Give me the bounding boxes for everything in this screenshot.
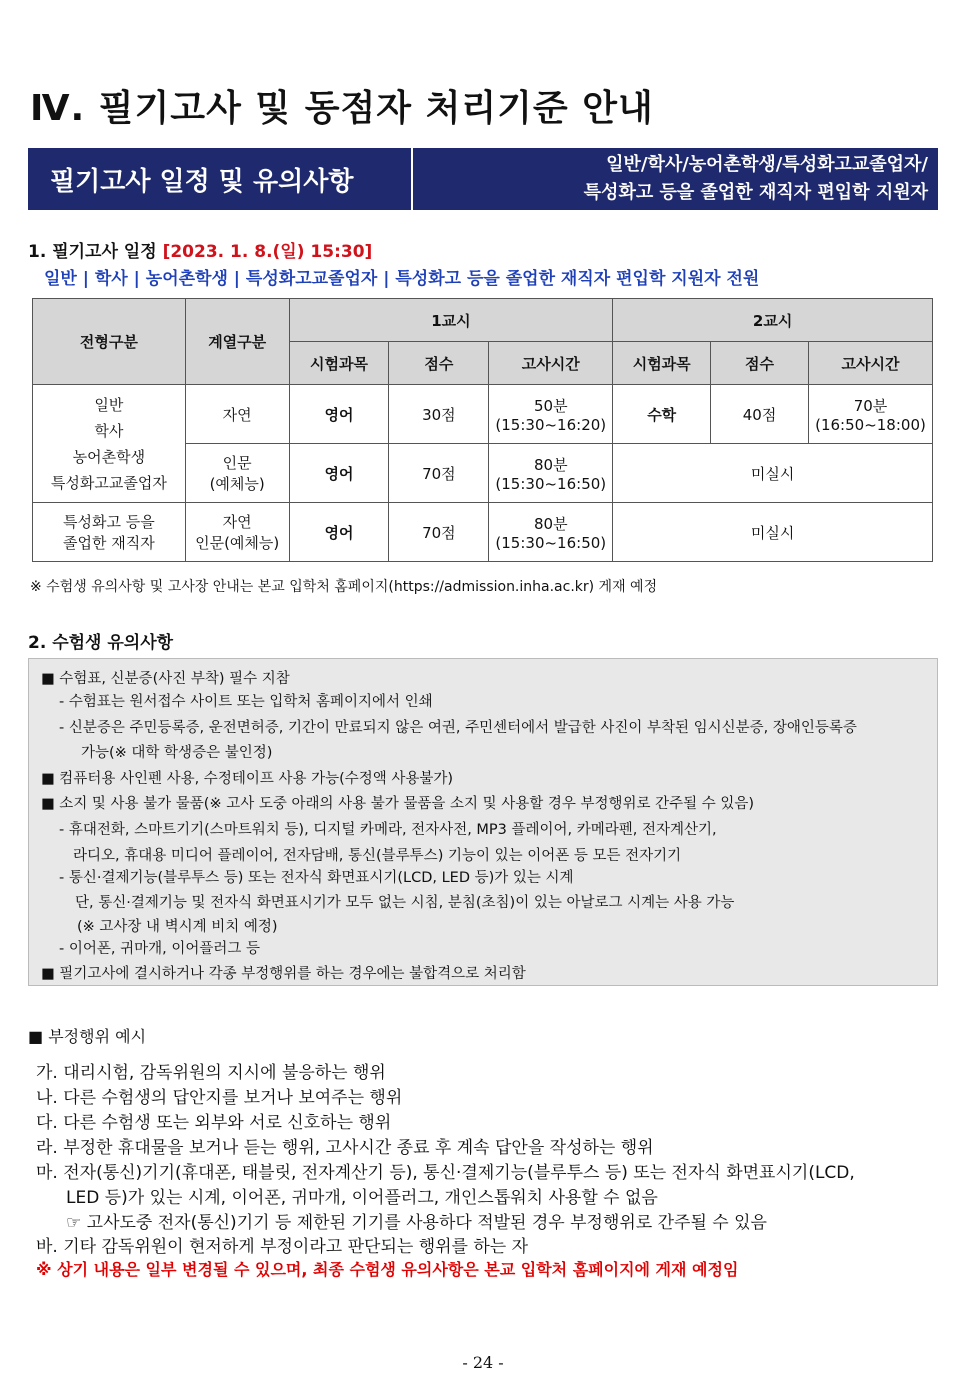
type-line: 특성화고 등을 (63, 513, 155, 531)
row2-time1 (489, 444, 613, 503)
time-range: (16:50~18:00) (815, 415, 926, 434)
header-time1: 고사시간 (489, 342, 613, 385)
type-line: 특성화고교졸업자 (50, 473, 167, 492)
misconduct-item: 바. 기타 감독위원이 현저하게 부정이라고 판단되는 행위를 하는 자 (36, 1237, 529, 1257)
row1-time2 (808, 385, 932, 444)
misconduct-heading: ■ 부정행위 예시 (28, 1027, 147, 1046)
section1-subtitle: 일반 | 학사 | 농어촌학생 | 특성화고교졸업자 | 특성화고 등을 졸업한 재직자 편입학 지원자 전원 (44, 269, 760, 289)
time-range: (15:30~16:20) (495, 415, 607, 434)
misconduct-item: 라. 부정한 휴대물을 보거나 듣는 행위, 고사시간 종료 후 계속 답안을 작성하는 행위 (36, 1138, 654, 1158)
header-score2: 점수 (711, 342, 809, 385)
exam-schedule-table (32, 298, 933, 562)
row3-time1 (489, 503, 613, 562)
precaution-line: (※ 고사장 내 벽시계 비치 예정) (77, 919, 278, 935)
field-line: 인문(예체능) (195, 534, 280, 552)
precaution-line: 단, 통신·결제기능 및 전자식 화면표시기가 모두 없는 시침, 분침(초침)이 있는 아날로그 시계는 사용 가능 (75, 895, 735, 911)
precaution-line: 라디오, 휴대용 미디어 플레이어, 전자담배, 통신(블루투스) 기능이 있는 이어폰 등 모든 전자기기 (73, 848, 682, 864)
type-line: 농어촌학생 (72, 447, 146, 466)
misconduct-item: LED 등)가 있는 시계, 이어폰, 귀마개, 이어플러그, 개인스톱워치 사용할 수 없음 (66, 1188, 658, 1208)
time-range: (15:30~16:50) (495, 474, 607, 493)
row1-type (33, 385, 186, 503)
precaution-line: - 수험표는 원서접수 사이트 또는 입학처 홈페이지에서 인쇄 (59, 694, 433, 710)
row2-field (185, 444, 289, 503)
section-banner (28, 148, 938, 210)
banner-title: 필기고사 일정 및 유의사항 (28, 148, 413, 210)
precautions-box (28, 658, 938, 986)
header-period2: 2교시 (613, 299, 933, 342)
misconduct-item: 나. 다른 수험생의 답안지를 보거나 보여주는 행위 (36, 1088, 403, 1108)
header-period1: 1교시 (289, 299, 613, 342)
row3-type (33, 503, 186, 562)
row3-period2-none: 미실시 (613, 503, 933, 562)
field-line: 인문 (222, 454, 252, 472)
section1-heading (28, 237, 372, 262)
row3-subject1: 영어 (289, 503, 389, 562)
header-type: 전형구분 (33, 299, 186, 385)
misconduct-item: 다. 다른 수험생 또는 외부와 서로 신호하는 행위 (36, 1113, 392, 1133)
header-time2: 고사시간 (808, 342, 932, 385)
page-title: Ⅳ. 필기고사 및 동점자 처리기준 안내 (30, 88, 654, 129)
precaution-line: - 신분증은 주민등록증, 운전면허증, 기간이 만료되지 않은 여권, 주민센터에서 발급한 사진이 부착된 임시신분증, 장애인등록증 (59, 720, 857, 736)
header-subject2: 시험과목 (613, 342, 711, 385)
misconduct-item: 가. 대리시험, 감독위원의 지시에 불응하는 행위 (36, 1063, 386, 1083)
row1-score2: 40점 (711, 385, 809, 444)
row1-field: 자연 (185, 385, 289, 444)
banner-target (413, 148, 938, 210)
homepage-note: ※ 수험생 유의사항 및 고사장 안내는 본교 입학처 홈페이지(https://admission.inha.ac.kr) 게재 예정 (30, 579, 658, 595)
row2-period2-none: 미실시 (613, 444, 933, 503)
banner-target-line2: 특성화고 등을 졸업한 재직자 편입학 지원자 (583, 182, 928, 203)
misconduct-item: 마. 전자(통신)기기(휴대폰, 태블릿, 전자계산기 등), 통신·결제기능(블루투스 등) 또는 전자식 화면표시기(LCD, (36, 1163, 855, 1183)
section1-title: 1. 필기고사 일정 (28, 242, 157, 262)
precaution-line: ■ 컴퓨터용 사인펜 사용, 수정테이프 사용 가능(수정액 사용불가) (41, 771, 454, 787)
field-line: 자연 (222, 513, 252, 531)
row3-field (185, 503, 289, 562)
time-range: (15:30~16:50) (495, 533, 607, 552)
type-line: 학사 (94, 421, 124, 440)
header-field: 계열구분 (185, 299, 289, 385)
row1-score1: 30점 (389, 385, 489, 444)
section2-title: 2. 수험생 유의사항 (28, 633, 174, 653)
misconduct-item: ☞ 고사도중 전자(통신)기기 등 제한된 기기를 사용하다 적발된 경우 부정행위로 간주될 수 있음 (66, 1213, 767, 1233)
header-subject1: 시험과목 (289, 342, 389, 385)
time-duration: 80분 (533, 514, 568, 533)
time-duration: 70분 (853, 396, 888, 415)
banner-target-line1: 일반/학사/농어촌학생/특성화고교졸업자/ (606, 154, 928, 175)
precaution-line: - 휴대전화, 스마트기기(스마트워치 등), 디지털 카메라, 전자사전, MP3 플레이어, 카메라펜, 전자계산기, (59, 822, 717, 838)
type-line: 일반 (94, 395, 124, 414)
row1-subject1: 영어 (289, 385, 389, 444)
precaution-line: 가능(※ 대학 학생증은 불인정) (81, 745, 273, 761)
row3-score1: 70점 (389, 503, 489, 562)
time-duration: 50분 (533, 396, 568, 415)
precaution-line: - 통신·결제기능(블루투스 등) 또는 전자식 화면표시기(LCD, LED 등)가 있는 시계 (59, 870, 574, 886)
change-notice: ※ 상기 내용은 일부 변경될 수 있으며, 최종 수험생 유의사항은 본교 입학처 홈페이지에 게재 예정임 (36, 1260, 739, 1279)
field-line: (예체능) (209, 475, 265, 493)
precaution-line: ■ 소지 및 사용 불가 물품(※ 고사 도중 아래의 사용 불가 물품을 소지 및 사용할 경우 부정행위로 간주될 수 있음) (41, 796, 755, 812)
row2-score1: 70점 (389, 444, 489, 503)
row1-subject2: 수학 (613, 385, 711, 444)
precaution-line: - 이어폰, 귀마개, 이어플러그 등 (59, 941, 260, 957)
time-duration: 80분 (533, 455, 568, 474)
precaution-line: ■ 필기고사에 결시하거나 각종 부정행위를 하는 경우에는 불합격으로 처리함 (41, 966, 526, 982)
row2-subject1: 영어 (289, 444, 389, 503)
precaution-line: ■ 수험표, 신분증(사진 부착) 필수 지참 (41, 671, 290, 687)
row1-time1 (489, 385, 613, 444)
header-score1: 점수 (389, 342, 489, 385)
page-number: - 24 - (462, 1353, 504, 1372)
section1-date: [2023. 1. 8.(일) 15:30] (162, 242, 373, 262)
type-line: 졸업한 재직자 (63, 534, 155, 552)
